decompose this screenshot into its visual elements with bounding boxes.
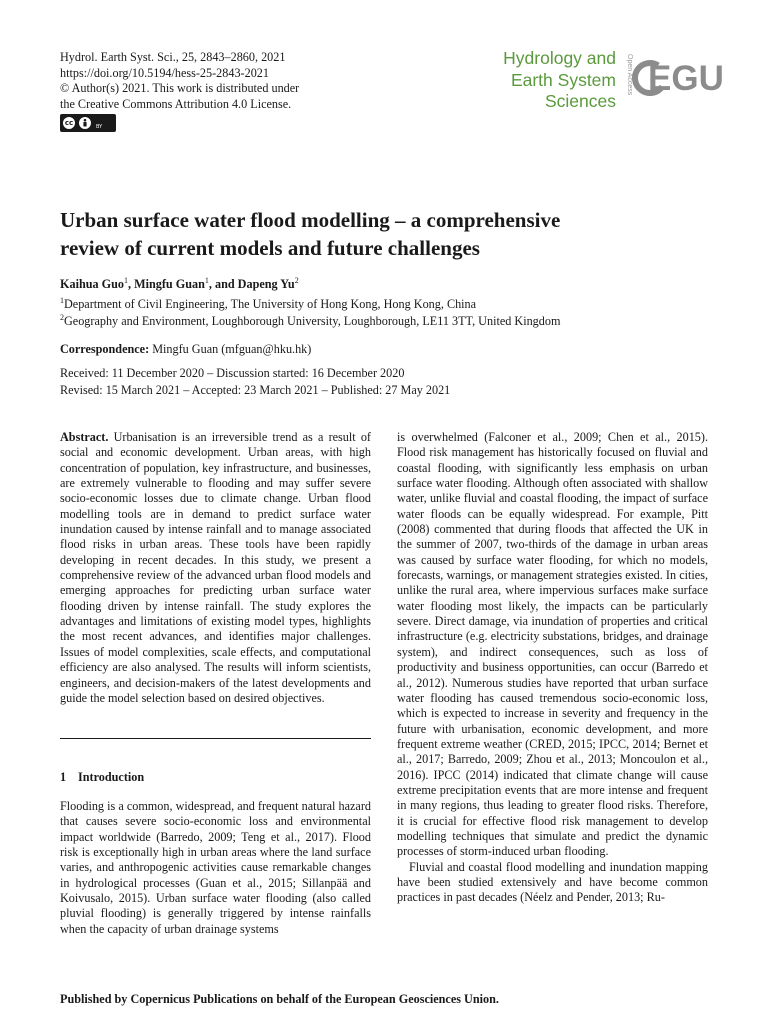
author-affiliation-mark: 1	[204, 276, 209, 285]
license-line: the Creative Commons Attribution 4.0 License.	[60, 96, 292, 111]
paper-title	[60, 206, 720, 262]
open-access-label	[618, 52, 632, 106]
journal-name-line1: Hydrology and	[503, 48, 616, 68]
correspondence-email[interactable]: Mingfu Guan (mfguan@hku.hk)	[152, 342, 312, 356]
abstract-text: Urbanisation is an irreversible trend as a result of social and economic development. Urban areas, with high concentration of population, key infrastructure, and businesses, are extremely vulnerable to flooding and may suffer severe socio-economic losses due to climate change. Urban flood modelling tools are in demand to predict surface water inundation caused by intense rainfall and to manage associated flood risks in urban areas. These tools have been rapidly developing in recent decades. In this study, we present a comprehensive review of the advanced urban flood models and emerging approaches for predicting urban surface water flooding driven by intense rainfall. The study explores the advantages and limitations of existing model types, highlights the most recent advances, and identifies major challenges. Issues of model complexities, scale effects, and computational efficiency are also analysed. The results will inform scientists, engineers, and decision-makers of the latest developments and guide the model selection based on desired objectives.	[60, 430, 371, 705]
abstract-label: Abstract.	[60, 430, 109, 444]
cc-icon: cc	[62, 116, 76, 130]
correspondence	[60, 342, 311, 357]
paragraph-text: is overwhelmed (Falconer et al., 2009; Chen et al., 2015). Flood risk management has historically focused on fluvial and coastal flooding, with significantly less emphasis on urban surface water flooding. Although often associated with shallow water, unlike fluvial and coastal flooding, the impact of surface water floods can be equally widespread. For example, Pitt (2008) commented that during floods that affected the UK in the summer of 2007, two-thirds of the damage in urban areas was caused by surface water flooding, for which no models, forecasts, warnings, or management strategies existed. In cities, unlike the rural area, where impervious surfaces make surface water flooding most likely, the impacts can be particularly severe. Direct damage, via inundation of properties and critical infrastructure (e.g. electricity substations, bridges, and drainage system), and indirect consequences, such as loss of productivity and business opportunities, can occur (Barredo et al., 2012). Numerous studies have reported that urban surface water flooding has caused tremendous socio-economic loss, which is expected to increase in severity and frequency in the future with urbanisation, economic development, and more frequent extreme weather (CRED, 2015; IPCC, 2014; Bernet et al., 2017; Barredo, 2009; Zhou et al., 2013; Moncoulon et al., 2016). IPCC (2014) indicated that climate change will cause extreme precipitation events that are more intense and frequent in many regions, thus leading to greater flood risks. Therefore, it is crucial for effective flood risk management to develop modelling techniques that simulate and predict the dynamic processes of storm-induced urban flooding.	[397, 430, 708, 859]
introduction-paragraph	[60, 799, 371, 937]
paper-title-line1: Urban surface water flood modelling – a comprehensive	[60, 208, 561, 232]
attribution-person-icon	[78, 116, 92, 130]
section-number: 1	[60, 770, 67, 784]
affiliation-number: 2	[60, 313, 64, 322]
author-list: Kaihua Guo$^1$, Mingfu Guan$^1$, and Dapeng Yu$^2$	[60, 276, 299, 292]
cc-by-license-badge[interactable]	[60, 114, 116, 132]
by-label: BY	[96, 124, 103, 130]
affiliation	[60, 313, 560, 329]
published-dates: Revised: 15 March 2021 – Accepted: 23 March 2021 – Published: 27 May 2021	[60, 383, 451, 397]
open-access-text: Open Access	[626, 54, 633, 96]
journal-name-line3: Sciences	[544, 91, 616, 111]
abstract	[60, 430, 371, 706]
journal-name	[503, 48, 616, 113]
affiliation-text: Department of Civil Engineering, The University of Hong Kong, Hong Kong, China	[64, 297, 477, 312]
section-title: Introduction	[78, 770, 145, 784]
paper-title-line2: review of current models and future challenges	[60, 236, 480, 260]
section-heading-introduction	[60, 770, 144, 785]
copyright-line: © Author(s) 2021. This work is distributed under	[60, 81, 300, 96]
affiliation	[60, 296, 476, 312]
doi-link[interactable]: https://doi.org/10.5194/hess-25-2843-2021	[60, 65, 269, 80]
author-name: Mingfu Guan	[134, 277, 205, 292]
author-affiliation-mark: 1	[124, 276, 129, 285]
egu-text: EGU	[648, 59, 724, 98]
abstract-divider	[60, 738, 371, 739]
correspondence-label: Correspondence:	[60, 342, 150, 356]
author-affiliation-mark: 2	[294, 276, 299, 285]
egu-logo	[632, 50, 724, 108]
paragraph-text: Flooding is a common, widespread, and frequent natural hazard that causes severe socio-economic loss and environmental impact worldwide (Barredo, 2009; Teng et al., 2017). Flood risk is exceptionally high in urban areas where the land surface varies, and anthropogenic activities cause remarkable changes in hydrological processes (Guan et al., 2015; Sillanpää and Koivusalo, 2015). Urban surface water flooding (also called pluvial flooding) is generally triggered by intense rainfalls when the capacity of urban drainage systems	[60, 799, 371, 936]
affiliation-text: Geography and Environment, Loughborough University, Loughborough, LE11 3TT, United Kingdom	[64, 314, 561, 329]
citation: Hydrol. Earth Syst. Sci., 25, 2843–2860, 2021	[60, 50, 286, 64]
journal-name-line2: Earth System	[510, 69, 616, 90]
affiliation-number: 1	[60, 296, 64, 305]
publisher-footer: Published by Copernicus Publications on behalf of the European Geosciences Union.	[60, 992, 499, 1006]
right-column	[397, 430, 708, 906]
author-name: and Dapeng Yu	[214, 277, 295, 292]
received-dates: Received: 11 December 2020 – Discussion started: 16 December 2020	[60, 366, 405, 380]
author-name: Kaihua Guo	[60, 277, 125, 292]
paragraph-text: Fluvial and coastal flood modelling and inundation mapping have been studied extensively and have become common practices in past decades (Néelz and Pender, 2013; Ru-	[397, 859, 708, 905]
